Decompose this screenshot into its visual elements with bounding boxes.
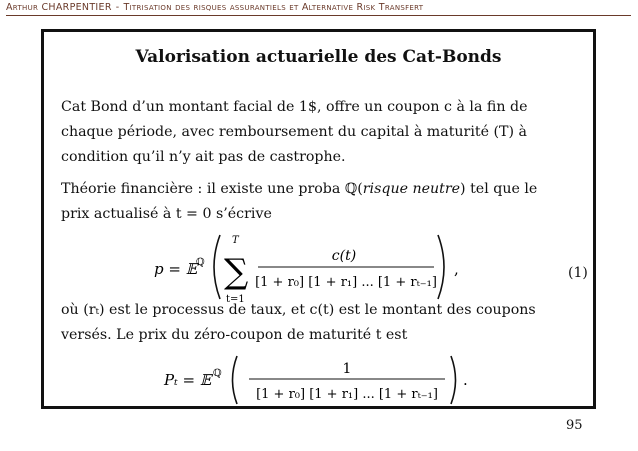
running-header [6, 2, 632, 13]
equation-1-number: (1) [568, 265, 588, 281]
paragraph1-line3: condition qu’il n’y ait pas de castrophe. [61, 149, 346, 165]
slide-title: Valorisation actuarielle des Cat-Bonds [135, 47, 502, 67]
paragraph3-line1: où (rₜ) est le processus de taux, et c(t) est le montant des coupons [61, 302, 536, 318]
eq1-right-paren [438, 235, 444, 299]
paragraph2-line1-italic: risque neutre [362, 181, 461, 197]
eq1-denominator: [1 + r₀] [1 + r₁] ... [1 + rₜ₋₁] [255, 275, 437, 290]
paragraph1-line2: chaque période, avec remboursement du capital à maturité (T) à [61, 124, 527, 140]
eq2-trailing: . [463, 371, 468, 389]
eq2-right-paren [451, 356, 456, 404]
paragraph1-line1: Cat Bond d’un montant facial de 1$, offre un coupon c à la fin de [61, 99, 528, 115]
paragraph2-line2: prix actualisé à t = 0 s’écrive [61, 206, 272, 222]
eq2-left-paren [233, 356, 238, 404]
paragraph3-line2: versés. Le prix du zéro-coupon de maturité t est [61, 327, 408, 343]
paragraph2-line1-start: Théorie financière : il existe une proba ℚ( [61, 181, 363, 197]
paragraph-rate-process [61, 298, 561, 348]
equation-1 [134, 227, 504, 307]
header-author: Arthur CHARPENTIER [6, 2, 112, 13]
eq1-sum-upper: T [232, 235, 239, 246]
equation-2 [149, 352, 479, 408]
page-number: 95 [566, 418, 583, 433]
header-rule [6, 15, 631, 16]
paragraph-catbond-definition [61, 95, 561, 170]
header-separator: - [115, 2, 120, 13]
slide-frame [41, 29, 596, 409]
eq1-sum-symbol: ∑ [224, 252, 249, 292]
eq2-numerator: 1 [342, 361, 352, 377]
eq1-trailing: , [454, 260, 459, 278]
eq1-sum-lower: t=1 [226, 294, 245, 305]
eq1-left-paren [214, 235, 220, 299]
eq1-numerator: c(t) [331, 248, 357, 264]
eq2-measure: ℚ [213, 368, 222, 379]
paragraph-financial-theory [61, 177, 561, 227]
eq1-lhs: p = 𝔼 [154, 260, 198, 278]
paragraph2-line1 [61, 177, 561, 202]
eq2-lhs: Pₜ = 𝔼 [164, 371, 212, 389]
header-course-title: Titrisation des risques assurantiels et Alternative Risk Transfert [123, 2, 424, 13]
paragraph2-line1-end: ) tel que le [460, 181, 538, 197]
eq2-denominator: [1 + r₀] [1 + r₁] ... [1 + rₜ₋₁] [256, 387, 438, 402]
eq1-measure: ℚ [196, 257, 205, 268]
